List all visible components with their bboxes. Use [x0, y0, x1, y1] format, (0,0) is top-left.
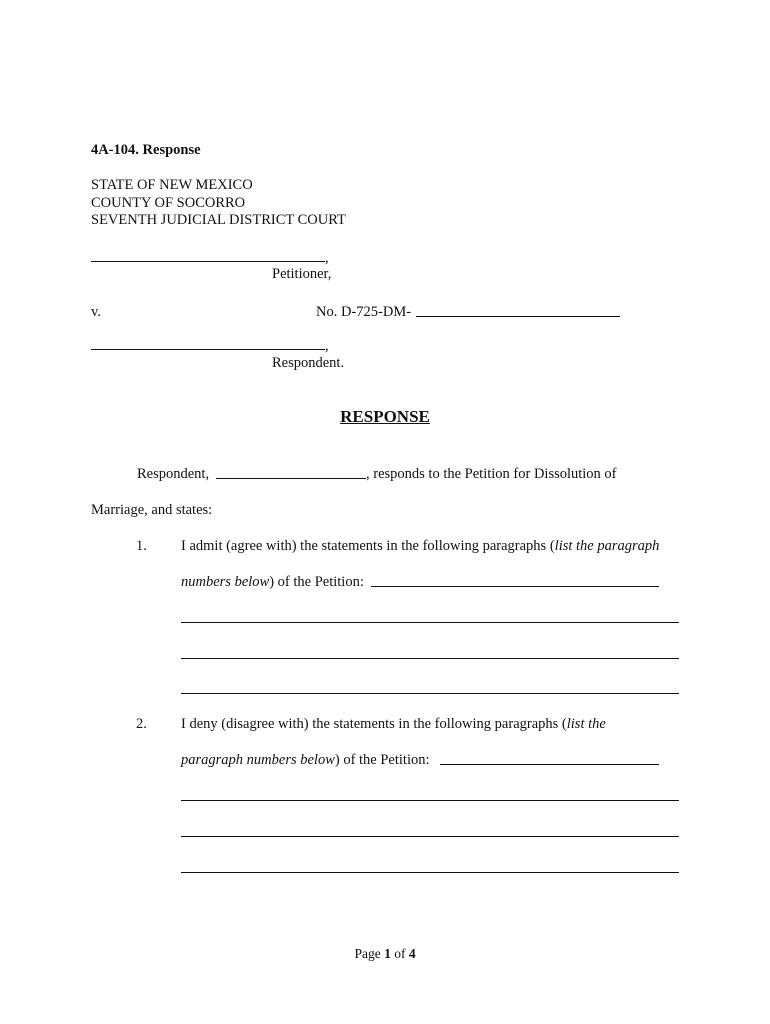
footer-of-word: of [394, 946, 406, 961]
case-number-line[interactable] [416, 316, 620, 317]
item-2-line2 [181, 751, 430, 769]
footer-total-pages: 4 [408, 946, 416, 961]
item-2-answer-line-0[interactable] [440, 764, 659, 765]
case-number-prefix: No. D-725-DM- [316, 304, 412, 320]
intro-line2: Marriage, and states: [91, 502, 213, 518]
respondent-label: Respondent. [272, 355, 345, 371]
item-2-number: 2. [136, 716, 147, 732]
item-1-answer-line-1[interactable] [181, 622, 679, 623]
item-2-line1 [181, 715, 606, 733]
item-1-answer-line-2[interactable] [181, 658, 679, 659]
document-title: RESPONSE [340, 407, 430, 426]
item-2-text-a: I deny (disagree with) the statements in the following paragraphs ( [181, 716, 567, 732]
page-footer [0, 945, 770, 963]
footer-current-page: 1 [384, 946, 391, 961]
item-2-text-b: ) of the Petition: [334, 752, 430, 768]
court-district: SEVENTH JUDICIAL DISTRICT COURT [91, 212, 346, 228]
item-2-italic-b: paragraph numbers below [181, 752, 335, 768]
item-2-italic-a: list the [566, 716, 606, 732]
item-1-line1 [181, 537, 659, 555]
item-1-italic-b: numbers below [181, 574, 270, 590]
item-1-number: 1. [136, 538, 147, 554]
footer-page-word: Page [354, 946, 381, 961]
petitioner-comma: , [325, 250, 329, 266]
intro-lead: Respondent, [137, 466, 210, 482]
item-1-answer-line-3[interactable] [181, 693, 679, 694]
item-1-line2 [181, 573, 364, 591]
petitioner-label: Petitioner, [272, 266, 332, 282]
item-2-answer-line-1[interactable] [181, 800, 679, 801]
item-1-italic-a: list the paragraph [554, 538, 660, 554]
court-state: STATE OF NEW MEXICO [91, 177, 253, 193]
item-1-text-b: ) of the Petition: [269, 574, 364, 590]
item-2-answer-line-3[interactable] [181, 872, 679, 873]
item-1-answer-line-0[interactable] [371, 586, 659, 587]
versus-label: v. [91, 304, 101, 320]
form-id: 4A-104. Response [91, 142, 201, 158]
intro-tail: , responds to the Petition for Dissolution of [366, 466, 617, 482]
petitioner-name-line[interactable] [91, 261, 325, 262]
item-2-answer-line-2[interactable] [181, 836, 679, 837]
respondent-name-line[interactable] [91, 349, 325, 350]
court-county: COUNTY OF SOCORRO [91, 195, 246, 211]
respondent-intro-line[interactable] [216, 478, 366, 479]
item-1-text-a: I admit (agree with) the statements in the following paragraphs ( [181, 538, 555, 554]
respondent-comma: , [325, 338, 329, 354]
